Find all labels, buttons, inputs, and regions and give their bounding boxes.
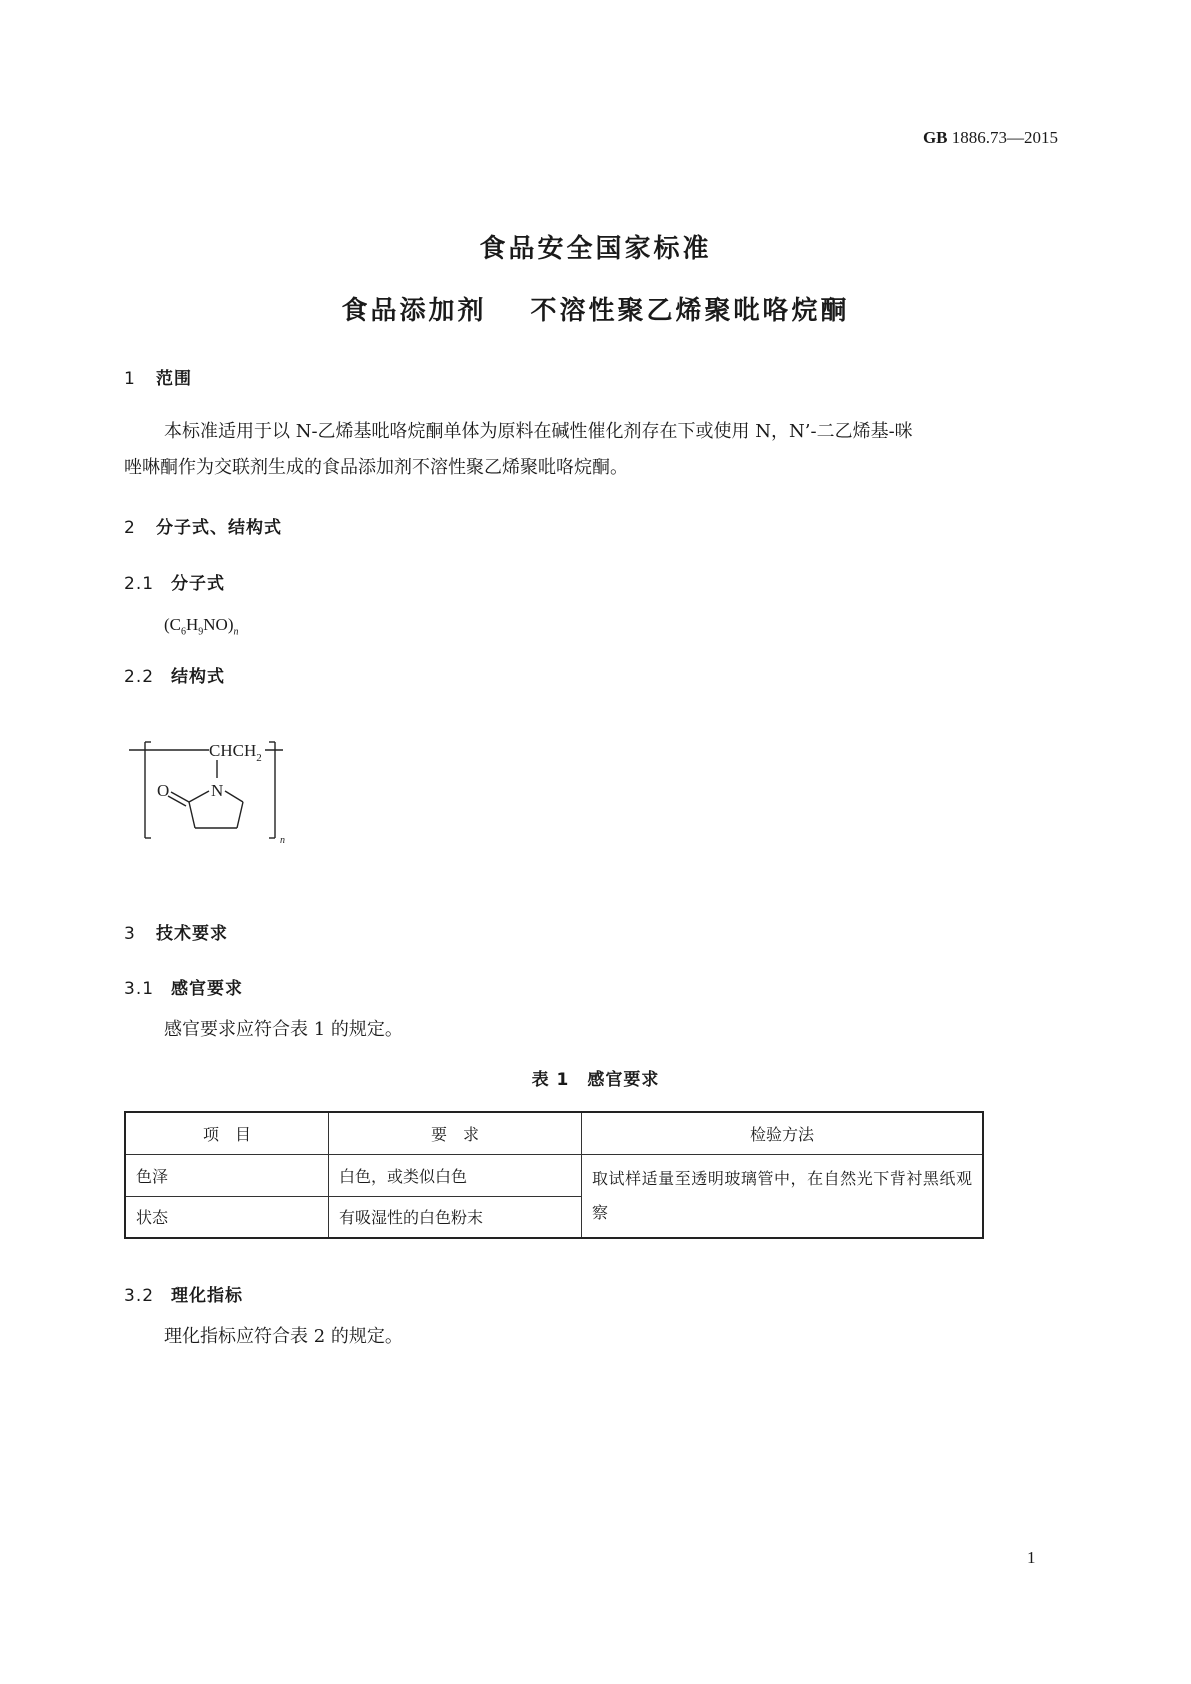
section-number: 3 <box>124 924 136 944</box>
section-number: 2 <box>124 518 136 538</box>
left-bracket <box>129 742 151 838</box>
pyrrolidone-ring <box>168 791 243 828</box>
formula-h: H <box>186 615 199 634</box>
molecular-formula <box>164 615 239 637</box>
formula-sub-n: n <box>233 626 239 638</box>
table-header-row <box>125 1112 983 1154</box>
table-1 <box>124 1111 984 1239</box>
subtitle-part1: 食品添加剂 <box>341 296 487 326</box>
table-header-method: 检验方法 <box>582 1112 984 1154</box>
nitrogen-label: N <box>211 781 224 800</box>
table-1-caption: 表 1 感官要求 <box>531 1070 660 1090</box>
section-title: 范围 <box>156 369 192 389</box>
section-title: 感官要求 <box>171 979 243 999</box>
formula-open: (C <box>164 615 181 634</box>
right-bracket <box>269 742 275 838</box>
section-3-2-heading <box>124 1281 243 1306</box>
document-subtitle <box>0 290 1191 327</box>
section-title: 分子式、结构式 <box>156 518 282 538</box>
structural-formula-diagram <box>125 730 305 850</box>
section-1-heading <box>124 364 192 389</box>
chch2-label: $CHCH_2$ <box>209 741 262 764</box>
formula-rest: NO) <box>203 615 234 634</box>
table-cell-requirement: 有吸湿性的白色粉末 <box>329 1196 582 1238</box>
table-cell-item: 状态 <box>125 1196 329 1238</box>
subtitle-part2: 不溶性聚乙烯聚吡咯烷酮 <box>530 296 850 326</box>
standard-code <box>923 128 1058 148</box>
section-number: 2.1 <box>124 574 155 594</box>
section-3-1-paragraph: 感官要求应符合表 1 的规定。 <box>164 1019 403 1040</box>
section-number: 2.2 <box>124 667 155 687</box>
table-cell-method: 取试样适量至透明玻璃管中，在自然光下背衬黑纸观察 <box>582 1154 984 1238</box>
section-3-1-heading <box>124 974 243 999</box>
table-header-item: 项 目 <box>125 1112 329 1154</box>
table-cell-requirement: 白色，或类似白色 <box>329 1154 582 1196</box>
section-1-paragraph-line2: 唑啉酮作为交联剂生成的食品添加剂不溶性聚乙烯聚吡咯烷酮。 <box>124 457 628 478</box>
section-2-heading <box>124 513 282 538</box>
section-2-1-heading <box>124 569 225 594</box>
section-2-2-heading <box>124 662 225 687</box>
section-number: 3.1 <box>124 979 155 999</box>
formula-sub-9: 9 <box>198 626 204 638</box>
section-title: 结构式 <box>171 667 225 687</box>
section-3-2-paragraph: 理化指标应符合表 2 的规定。 <box>164 1326 403 1347</box>
repeat-n-label: n <box>280 835 285 846</box>
section-title: 技术要求 <box>156 924 228 944</box>
document-title: 食品安全国家标准 <box>479 234 712 264</box>
oxygen-label: O <box>157 781 170 800</box>
page-number: 1 <box>1027 1548 1036 1567</box>
section-1-paragraph-line1: 本标准适用于以 N-乙烯基吡咯烷酮单体为原料在碱性催化剂存在下或使用 N，N’-二乙烯基-咪 <box>164 421 913 442</box>
standard-prefix: GB <box>922 128 948 147</box>
standard-number: 1886.73—2015 <box>951 128 1058 147</box>
table-header-requirement: 要 求 <box>329 1112 582 1154</box>
section-number: 3.2 <box>124 1286 155 1306</box>
section-3-heading <box>124 919 228 944</box>
table-cell-item: 色泽 <box>125 1154 329 1196</box>
formula-sub-6: 6 <box>181 626 186 638</box>
section-title: 理化指标 <box>171 1286 243 1306</box>
section-title: 分子式 <box>171 574 225 594</box>
section-number: 1 <box>124 369 136 389</box>
table-row <box>125 1154 983 1196</box>
